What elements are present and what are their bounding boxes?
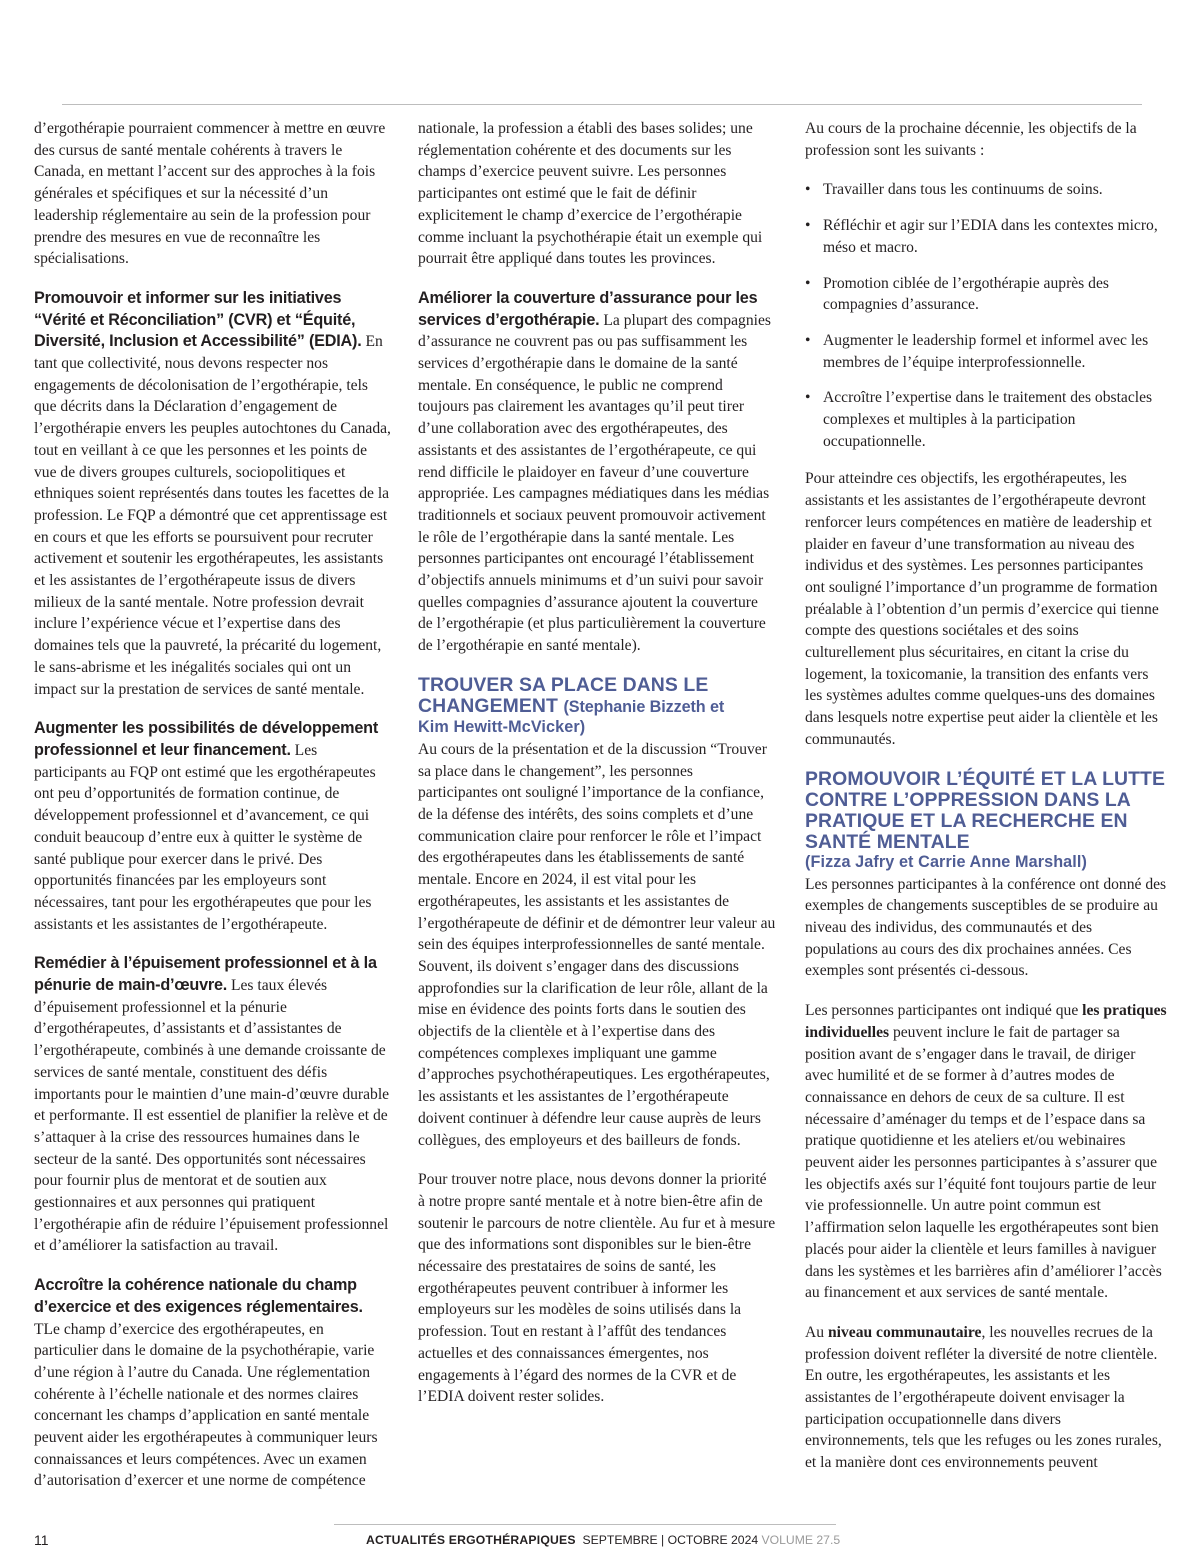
paragraph-burnout (34, 953, 391, 1257)
section-authors-line-2: Kim Hewitt-McVicker) (418, 717, 586, 736)
body-insurance: La plupart des compagnies d’assurance ne couvrent pas ou pas suffisamment les services d’ergothérapie dans le domaine de la santé mentale. En conséquence, le public ne comprend toujours pas clairement les avantages qu’il peut tirer d’une collaboration avec des ergothérapeutes, des assistants et des assistantes de l’ergothérapeute, ce qui rend difficile le plaidoyer en faveur d’une couverture appropriée. Les campagnes médiatiques dans les médias traditionnels et sociaux peuvent promouvoir activement le rôle de l’ergothérapie dans la santé mentale. Les personnes participantes ont encouragé l’établissement d’objectifs annuels minimums et d’un suivi pour savoir quelles compagnies d’assurance ajoutent la couverture de l’ergothérapie (et plus particulièrement la couverture de l’ergothérapie en santé mentale). (418, 311, 771, 655)
section-title-equity: PROMOUVOIR L’ÉQUITÉ ET LA LUTTE CONTRE L’OPPRESSION DANS LA PRATIQUE ET LA RECHERCHE EN SANTÉ MENTALE (805, 767, 1166, 853)
col1-intro-paragraph: d’ergothérapie pourraient commencer à mettre en œuvre des cursus de santé mentale cohérents à travers le Canada, en mettant l’accent sur des approches à la fois générales et spécifiques et sur la nécessité d’un leadership réglementaire au sein de la profession pour prendre des mesures en vue de reconnaître les spécialisations. (34, 120, 386, 268)
column-2 (418, 118, 776, 1426)
paragraph-insurance (418, 288, 776, 657)
paragraph-community-level (805, 1322, 1167, 1474)
individual-practices-body: peuvent inclure le fait de partager sa position avant de s’engager dans le travail, de diriger avec humilité et de se former à d’autres modes de connaissance en dehors de ceux de sa culture. Il est nécessaire d’aménager du temps et de l’espace dans sa pratique quotidienne et les ateliers et/ou webinaires peuvent aider les personnes participantes à s’assurer que les objectifs axés sur l’équité font toujours partie de leur vie professionnelle. Un autre point commun est l’affirmation selon laquelle les ergothérapeutes sont bien placés pour aider la clientèle et leurs familles à naviguer dans les systèmes et les barrières afin d’améliorer l’accès au financement et aux services de santé mentale. (805, 1023, 1162, 1302)
paragraph-individual-practices (805, 1000, 1167, 1304)
header-rule (62, 104, 1142, 105)
community-level-body: , les nouvelles recrues de la profession doivent refléter la diversité de notre clientèle. En outre, les ergothérapeutes, les assistants et les assistantes de l’ergothérapeute doivent envisager la participation occupationnelle dans divers environnements, tels que les refuges ou les zones rurales, et la manière dont ces environnements peuvent (805, 1323, 1162, 1472)
community-level-lead: Au (805, 1323, 825, 1341)
body-professional-development: Les participants au FQP ont estimé que les ergothérapeutes ont peu d’opportunités de formation continue, de développement professionnel et d’avancement, ce qui conduit beaucoup d’entre eux à quitter le système de santé publique pour exercer dans le privé. Des opportunités financées par les employeurs sont nécessaires, tant pour les ergothérapeutes que pour les assistants et les assistantes de l’ergothérapeute. (34, 741, 376, 933)
paragraph-national-consistency (34, 1275, 391, 1492)
objectives-list (805, 179, 1167, 452)
publication-name: ACTUALITÉS ERGOTHÉRAPIQUES (366, 1533, 576, 1547)
list-item: • Promotion ciblée de l’ergothérapie auprès des compagnies d’assurance. (805, 273, 1167, 316)
column-1 (34, 118, 391, 1510)
volume-number: VOLUME 27.5 (761, 1533, 841, 1547)
paragraph-equity-examples: Les personnes participantes à la conférence ont donné des exemples de changements susceptibles de se produire au niveau des individus, des communautés et des populations au cours des dix prochaines années. Ces exemples sont présentés ci-dessous. (805, 875, 1167, 980)
list-item: • Augmenter le leadership formel et informel avec les membres de l’équipe interprofessionnelle. (805, 330, 1167, 373)
paragraph-cvr-edia (34, 288, 391, 700)
paragraph-leadership: Pour atteindre ces objectifs, les ergothérapeutes, les assistants et les assistantes de l’ergothérapeute devront renforcer leurs compétences en matière de leadership et plaider en faveur d’une transformation au niveau des individus et des systèmes. Les personnes participantes ont souligné l’importance d’un programme de formation préalable à l’obtention d’un permis d’exercice qui tienne compte des questions sociétales et des soins culturellement plus sécuritaires, en citant la crise du logement, la toxicomanie, la transition des enfants vers les systèmes adultes comme quelques-uns des domaines dans lesquels notre expertise peut aider la clientèle et les communautés. (805, 470, 1159, 748)
page-number: 11 (34, 1532, 49, 1548)
list-item: • Travailler dans tous les continuums de soins. (805, 179, 1167, 201)
paragraph-professional-development (34, 718, 391, 935)
col3-intro-paragraph: Au cours de la prochaine décennie, les objectifs de la profession sont les suivants : (805, 120, 1137, 159)
community-level-bold: niveau communautaire (827, 1323, 982, 1341)
individual-practices-bold: les pratiques individuelles (805, 1002, 1167, 1041)
individual-practices-lead: Les personnes participantes ont indiqué que (805, 1002, 1079, 1020)
body-national-consistency: TLe champ d’exercice des ergothérapeutes, en particulier dans le domaine de la psychothérapie, varie d’une région à l’autre du Canada. Une réglementation cohérente à l’échelle nationale et des normes claires concernant les champs d’application en santé mentale peuvent aider les ergothérapeutes à communiquer leurs connaissances et leurs compétences. Avec un examen d’autorisation d’exercer et une norme de compétence (34, 1320, 378, 1490)
inline-heading-national-consistency: Accroître la cohérence nationale du champ d’exercice et des exigences réglementaires. (34, 1276, 363, 1316)
body-burnout: Les taux élevés d’épuisement professionnel et la pénurie d’ergothérapeutes, d’assistants et d’assistantes de l’ergothérapeute, combinés à une demande croissante de services de santé mentale, constituent des défis importants pour le maintien d’une main-d’œuvre durable et performante. Il est essentiel de planifier la relève et de s’attaquer à la crise des ressources humaines dans le secteur de la santé. Des opportunités sont nécessaires pour fournir plus de mentorat et de soutien aux gestionnaires et aux personnes qui pratiquent l’ergothérapie afin de réduire l’épuisement professionnel et d’améliorer la satisfaction au travail. (34, 977, 390, 1255)
column-3 (805, 118, 1167, 1492)
issue-date: SEPTEMBRE | OCTOBRE 2024 (582, 1533, 759, 1547)
section-authors-equity: (Fizza Jafry et Carrie Anne Marshall) (805, 852, 1087, 871)
body-cvr-edia: En tant que collectivité, nous devons respecter nos engagements de décolonisation de l’ergothérapie, tels que décrits dans la Déclaration d’engagement de l’ergothérapie envers les peuples autochtones du Canada, tout en veillant à ce que les personnes et les points de vue de divers groupes culturels, sociopolitiques et ethniques soient représentés dans toutes les facettes de la profession. Le FQP a démontré que cet apprentissage est en cours et que les efforts se poursuivent pour recruter activement et soutenir les ergothérapeutes, les assistants et les assistantes de l’ergothérapeute issus de divers milieux de la santé mentale. Notre profession devrait inclure l’expérience vécue et l’expertise dans des domaines tels que la pauvreté, la précarité du logement, le sans-abrisme et les inégalités sociales qui ont un impact sur la prestation de services de santé mentale. (34, 333, 391, 698)
col2-intro-paragraph: nationale, la profession a établi des bases solides; une réglementation cohérente et des documents sur les champs d’exercice peuvent suivre. Les personnes participantes ont estimé que le fait de définir explicitement le champ d’exercice de l’ergothérapie comme incluant la psychothérapie était un exemple qui pourrait être appliqué dans toutes les provinces. (418, 120, 763, 268)
paragraph-finding-place-2: Pour trouver notre place, nous devons donner la priorité à notre propre santé mentale et à notre bien-être afin de soutenir le parcours de notre clientèle. Au fur et à mesure que des informations sont disponibles sur le bien-être nécessaire des prestataires de soins de santé, les ergothérapeutes peuvent contribuer à informer les employeurs sur les modèles de soins utilisés dans la profession. Tout en restant à l’affût des tendances actuelles et des connaissances émergentes, nos engagements à l’égard des normes de la CVR et de l’EDIA doivent rester solides. (418, 1171, 776, 1406)
paragraph-finding-place-1: Au cours de la présentation et de la discussion “Trouver sa place dans le changement”, les personnes participantes ont souligné l’importance de la confiance, de la défense des intérêts, des soins complets et d’une communication claire pour renforcer le rôle et l’impact des ergothérapeutes dans les établissements de santé mentale. Encore en 2024, il est vital pour les ergothérapeutes, les assistants et les assistantes de l’ergothérapeute de définir et de démontrer leur valeur au sein des équipes interprofessionnelles de santé mentale. Souvent, ils doivent s’engager dans des discussions approfondies sur la clarification de leur rôle, allant de la mise en évidence des points forts dans le soutien des objectifs de la clientèle et à l’expertise dans des compétences complexes impliquant une gamme d’approches psychothérapeutiques. Les ergothérapeutes, les assistants et les assistantes de l’ergothérapeute doivent continuer à défendre leur cause auprès de leurs collègues, des employeurs et des bailleurs de fonds. (418, 740, 776, 1149)
inline-heading-cvr-edia: Promouvoir et informer sur les initiatives “Vérité et Réconciliation” (CVR) et “Équité, Diversité, Inclusion et Accessibilité” (EDIA). (34, 288, 362, 351)
footer-publication-line (366, 1533, 840, 1547)
section-heading-equity (805, 769, 1167, 872)
section-authors-line-1: (Stephanie Bizzeth et (563, 697, 725, 716)
section-heading-finding-place (418, 675, 776, 737)
inline-heading-burnout: Remédier à l’épuisement professionnel et à la pénurie de main-d’œuvre. (34, 954, 377, 995)
footer-rule (334, 1524, 836, 1525)
inline-heading-insurance: Améliorer la couverture d’assurance pour les services d’ergothérapie. (418, 288, 758, 329)
section-title-finding-place: TROUVER SA PLACE DANS LE CHANGEMENT (418, 673, 709, 717)
list-item: • Réfléchir et agir sur l’EDIA dans les contextes micro, méso et macro. (805, 215, 1167, 258)
inline-heading-professional-development: Augmenter les possibilités de développement professionnel et leur financement. (34, 719, 379, 759)
list-item: • Accroître l’expertise dans le traitement des obstacles complexes et multiples à la participation occupationnelle. (805, 387, 1167, 452)
